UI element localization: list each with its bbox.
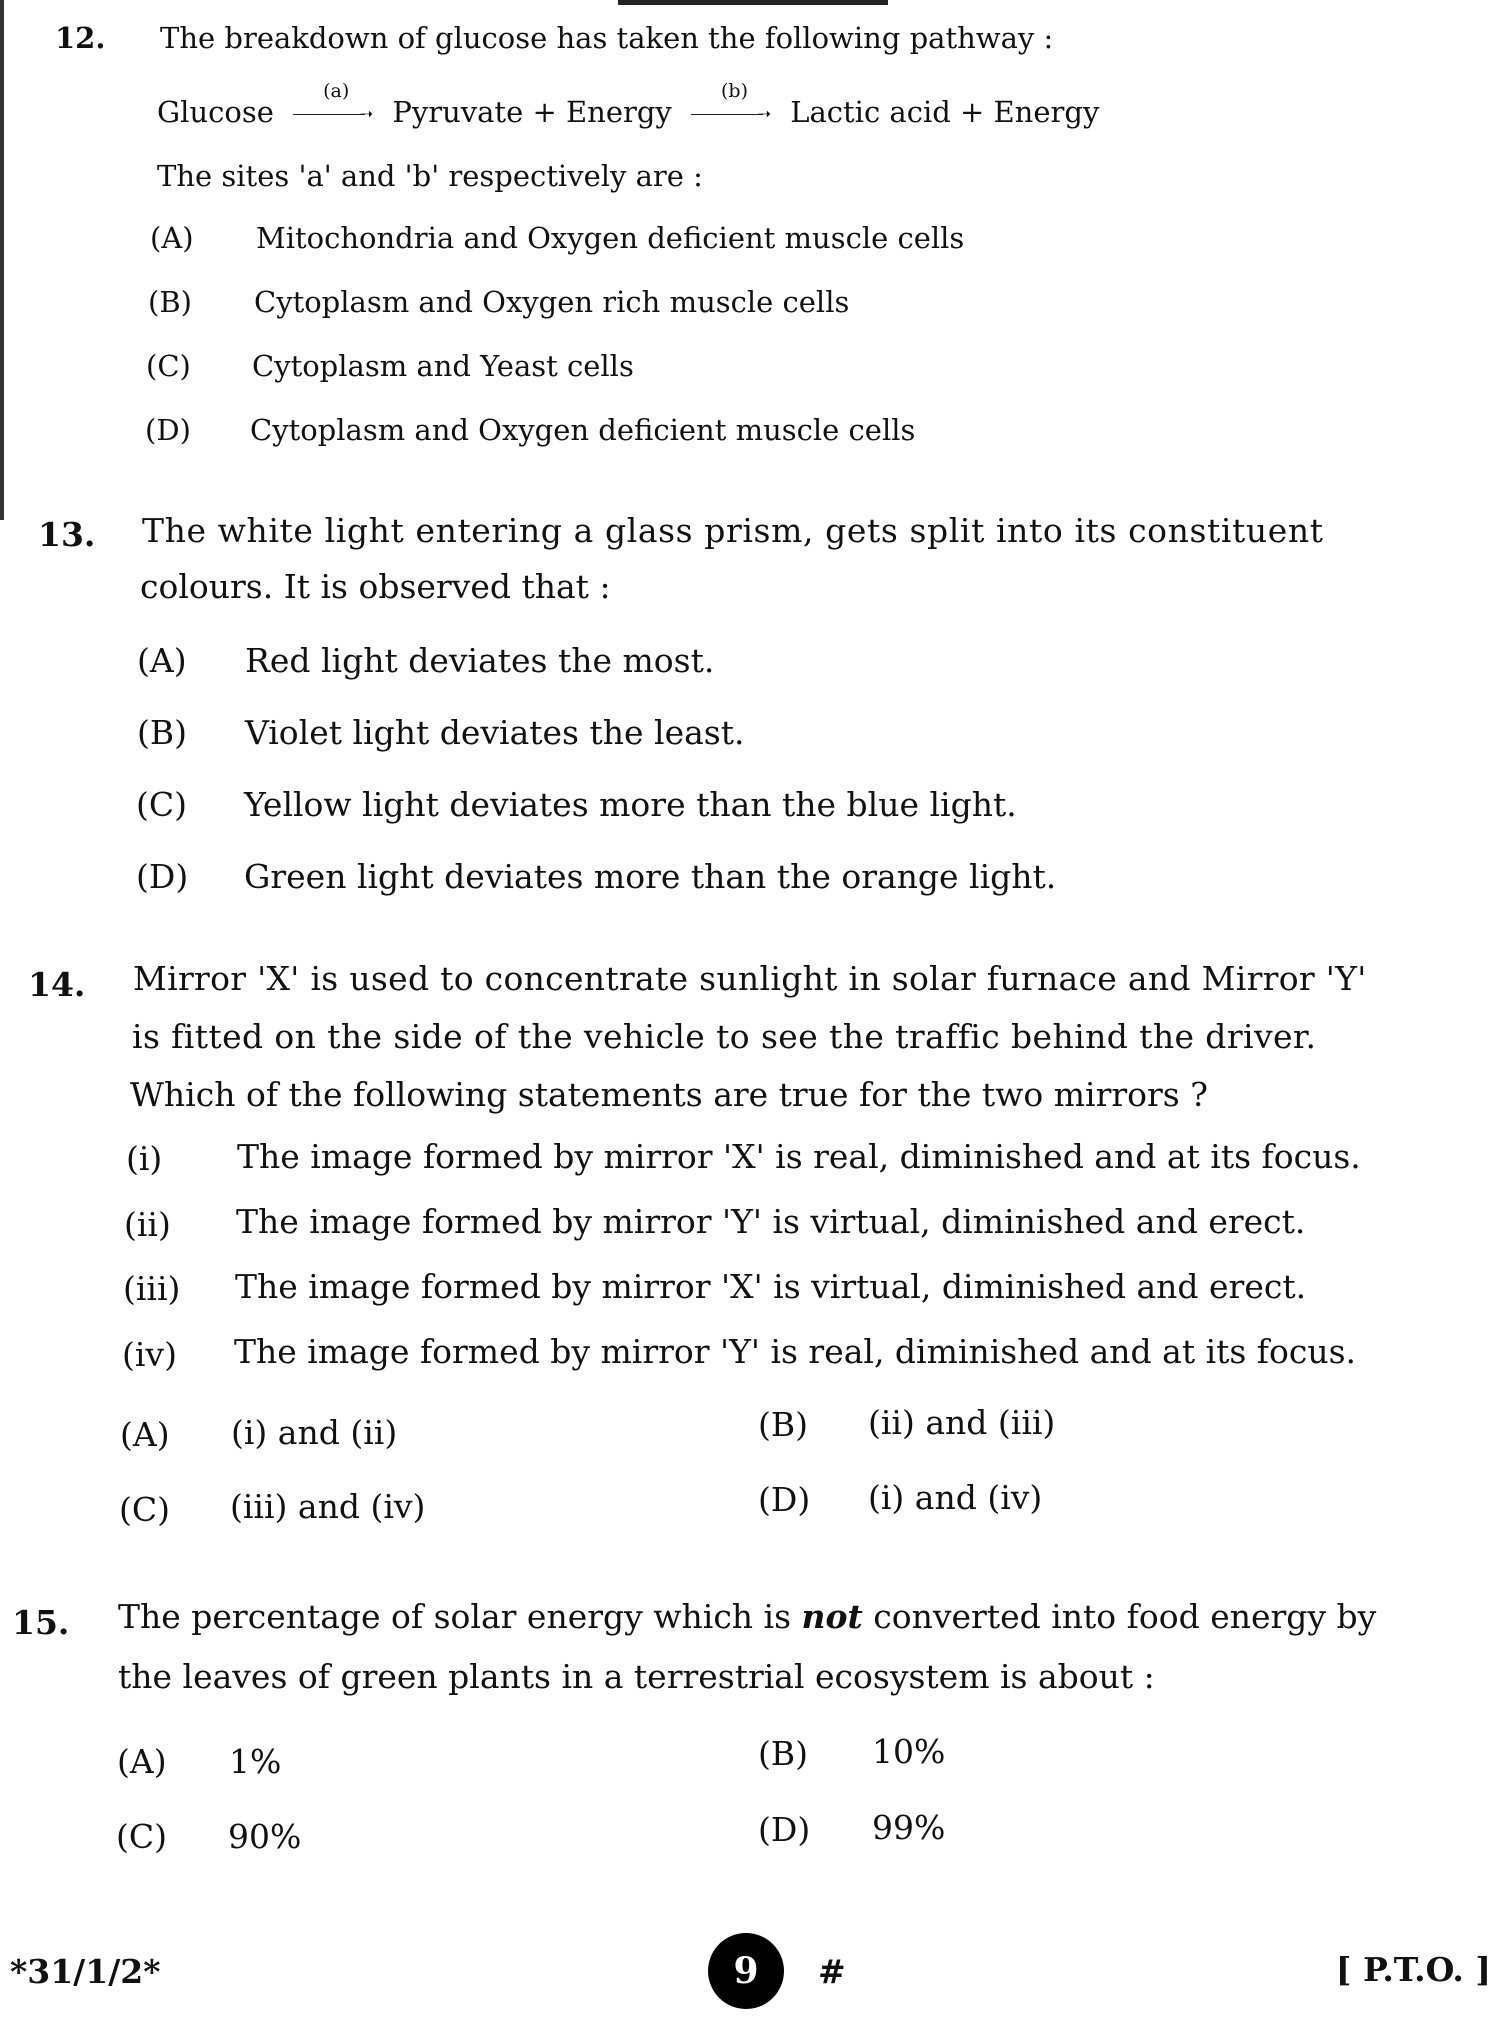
paper-code: *31/1/2*: [10, 1952, 161, 1991]
question-number: 15.: [12, 1603, 70, 1642]
arrow-label: (b): [721, 80, 749, 102]
hash-mark: #: [818, 1952, 846, 1991]
option-text: Green light deviates more than the orange light.: [244, 857, 1057, 896]
pto-label: [ P.T.O. ]: [1335, 1950, 1491, 1989]
arrow-icon: (b) ➝: [691, 104, 771, 124]
option-text: Mitochondria and Oxygen deficient muscle cells: [256, 221, 965, 255]
option-label: (C): [146, 349, 191, 383]
statement-text: The image formed by mirror 'X' is real, diminished and at its focus.: [237, 1137, 1361, 1176]
statement-label: (iv): [122, 1335, 177, 1374]
option-text: (i) and (iv): [868, 1478, 1043, 1517]
option-text: (i) and (ii): [231, 1413, 398, 1452]
question-text: The breakdown of glucose has taken the following pathway :: [160, 21, 1054, 55]
question-text: Which of the following statements are true for the two mirrors ?: [130, 1075, 1208, 1114]
option-label: (B): [148, 285, 192, 319]
statement-label: (i): [126, 1139, 163, 1178]
pathway: [157, 80, 1100, 129]
option-text: 90%: [228, 1817, 302, 1856]
option-text: 99%: [872, 1808, 946, 1847]
option-text: Violet light deviates the least.: [245, 713, 745, 752]
arrow-icon: (a) ➝: [293, 104, 373, 124]
option-label: (C): [116, 1817, 167, 1856]
option-label: (A): [117, 1742, 167, 1781]
option-text: Cytoplasm and Yeast cells: [252, 349, 634, 383]
option-text: 10%: [872, 1732, 946, 1771]
option-label: (B): [758, 1734, 808, 1773]
question-text: Mirror 'X' is used to concentrate sunlight in solar furnace and Mirror 'Y': [133, 959, 1367, 998]
scan-edge: [0, 0, 4, 520]
option-text: (iii) and (iv): [230, 1487, 426, 1526]
arrow-label: (a): [323, 80, 350, 102]
question-text: The white light entering a glass prism, gets split into its constituent: [142, 511, 1324, 550]
page-number: 9: [708, 1933, 784, 2009]
option-label: (C): [136, 785, 187, 824]
pathway-middle: Pyruvate + Energy: [392, 95, 672, 129]
statement-label: (ii): [124, 1205, 171, 1244]
emphasis: not: [801, 1597, 863, 1636]
option-label: (A): [120, 1415, 170, 1454]
option-text: (ii) and (iii): [868, 1403, 1056, 1442]
text-segment: The percentage of solar energy which is: [118, 1597, 802, 1636]
option-text: Cytoplasm and Oxygen deficient muscle cells: [250, 413, 916, 447]
option-text: Red light deviates the most.: [245, 641, 715, 680]
question-prompt: The sites 'a' and 'b' respectively are :: [157, 159, 703, 193]
option-label: (D): [758, 1480, 811, 1519]
option-text: 1%: [229, 1742, 282, 1781]
statement-text: The image formed by mirror 'Y' is real, diminished and at its focus.: [234, 1332, 1357, 1371]
statement-text: The image formed by mirror 'X' is virtual, diminished and erect.: [235, 1267, 1307, 1306]
option-label: (A): [137, 641, 187, 680]
option-label: (B): [758, 1405, 808, 1444]
question-text: [118, 1597, 1377, 1636]
text-segment: converted into food energy by: [862, 1597, 1377, 1636]
pathway-start: Glucose: [157, 95, 274, 129]
question-text: colours. It is observed that :: [140, 567, 611, 606]
option-text: Cytoplasm and Oxygen rich muscle cells: [254, 285, 850, 319]
pathway-end: Lactic acid + Energy: [790, 95, 1100, 129]
question-number: 12.: [55, 21, 106, 55]
option-label: (A): [150, 221, 194, 255]
option-text: Yellow light deviates more than the blue light.: [244, 785, 1017, 824]
question-number: 13.: [38, 515, 96, 554]
question-number: 14.: [28, 965, 86, 1004]
option-label: (D): [145, 413, 191, 447]
statement-text: The image formed by mirror 'Y' is virtual, diminished and erect.: [236, 1202, 1306, 1241]
question-text: the leaves of green plants in a terrestrial ecosystem is about :: [118, 1657, 1155, 1696]
statement-label: (iii): [123, 1269, 181, 1308]
top-scan-mark: [618, 0, 888, 5]
option-label: (D): [136, 857, 189, 896]
question-text: is fitted on the side of the vehicle to see the traffic behind the driver.: [132, 1017, 1317, 1056]
option-label: (D): [758, 1810, 811, 1849]
option-label: (B): [137, 713, 187, 752]
option-label: (C): [119, 1490, 170, 1529]
